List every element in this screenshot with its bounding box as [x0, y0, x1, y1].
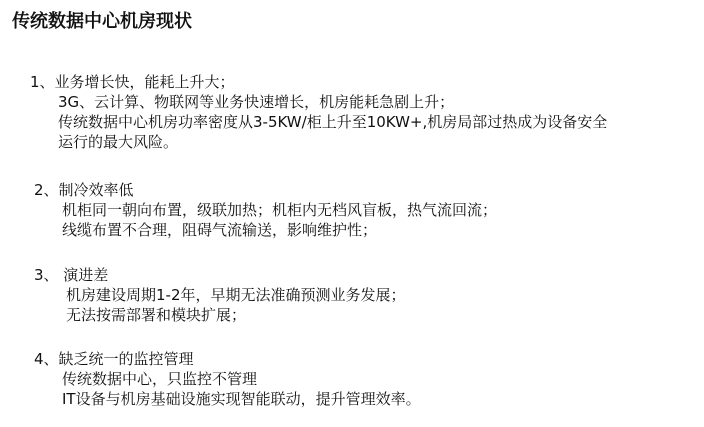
section-line: 线缆布置不合理，阻碍气流输送，影响维护性；	[62, 221, 378, 239]
section-line: 机柜同一朝向布置，级联加热；机柜内无档风盲板，热气流回流；	[62, 201, 498, 219]
section-line: 传统数据中心机房功率密度从3-5KW/柜上升至10KW+,机房局部过热成为设备安全	[58, 113, 608, 131]
page-title: 传统数据中心机房现状	[12, 11, 192, 32]
section-line: 机房建设周期1-2年，早期无法准确预测业务发展；	[66, 286, 406, 304]
section-line: 无法按需部署和模块扩展；	[66, 306, 247, 324]
section-energy-growth	[30, 72, 607, 152]
section-line: 传统数据中心，只监控不管理	[62, 370, 258, 388]
section-heading: 1、业务增长快，能耗上升大；	[30, 73, 235, 91]
section-heading: 3、 演进差	[34, 266, 109, 284]
section-evolution	[34, 265, 406, 325]
section-heading: 4、缺乏统一的监控管理	[34, 350, 194, 368]
section-cooling-efficiency	[34, 180, 497, 240]
section-monitoring	[34, 349, 421, 409]
section-line: 3G、云计算、物联网等业务快速增长，机房能耗急剧上升；	[58, 93, 455, 111]
section-heading: 2、制冷效率低	[34, 181, 134, 199]
section-line: 运行的最大风险。	[58, 133, 179, 151]
section-line: IT设备与机房基础设施实现智能联动，提升管理效率。	[62, 390, 421, 408]
